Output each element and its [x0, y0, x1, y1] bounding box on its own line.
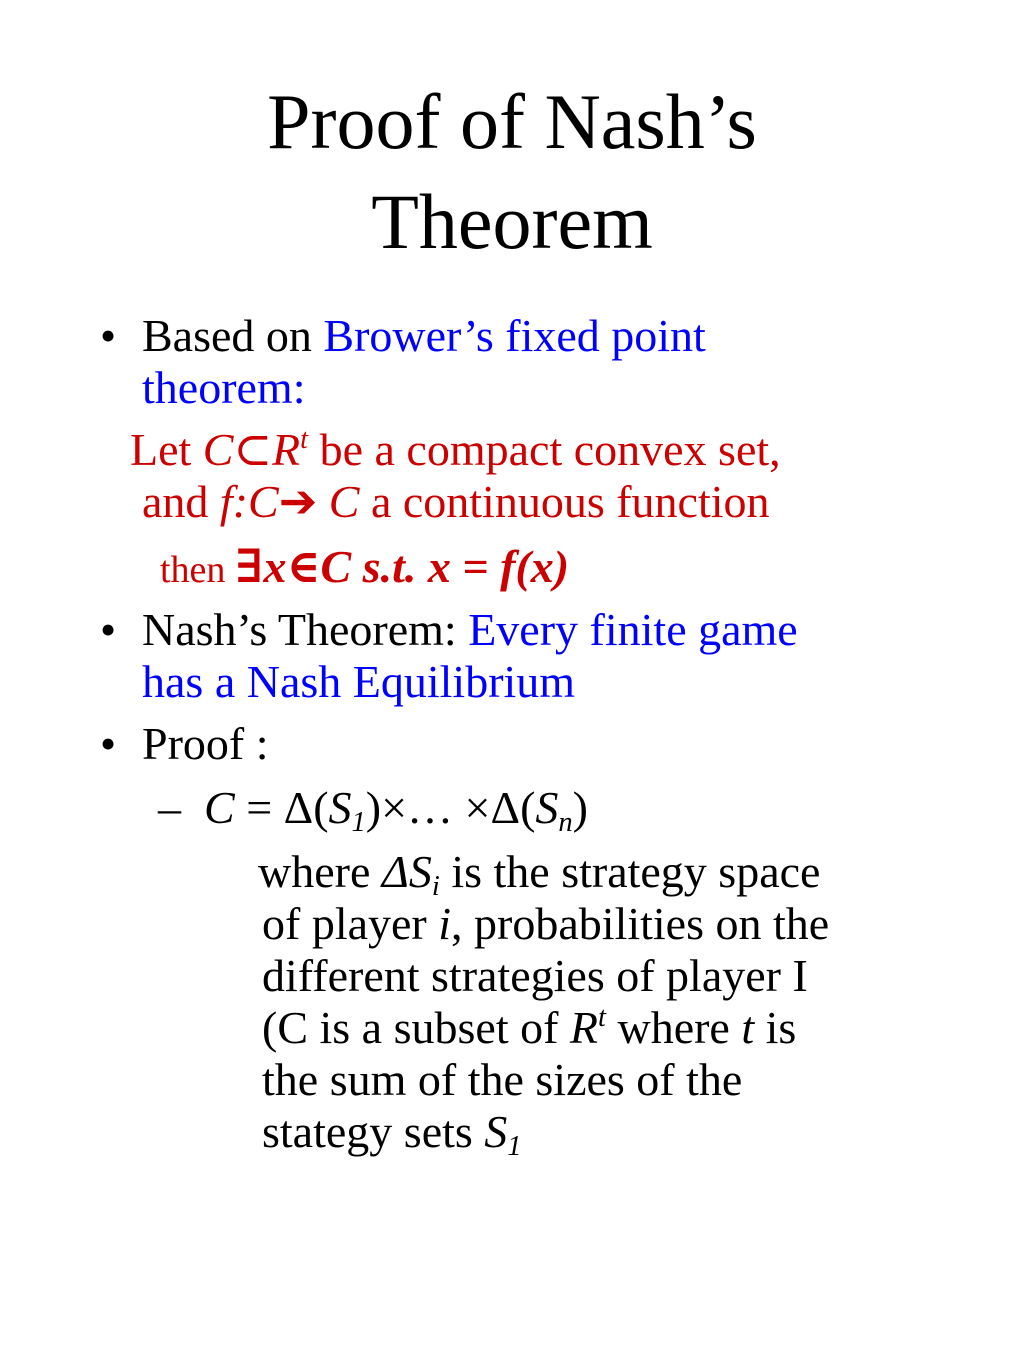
- bullet-3-text: Proof :: [142, 718, 269, 769]
- where-l4-t: t: [598, 1001, 606, 1033]
- bullet-1-line-2: theorem:: [142, 362, 306, 413]
- where-l6-sub-1: 1: [507, 1130, 522, 1162]
- where-l2-i: i: [438, 898, 452, 949]
- where-l4-c: is: [754, 1002, 797, 1053]
- formula-sub-n: n: [558, 806, 573, 838]
- brouwer-line-1: [130, 424, 781, 476]
- bullet-1-marker: •: [100, 310, 117, 361]
- where-sub-i: i: [431, 870, 440, 902]
- brouwer-line-2: [142, 476, 770, 528]
- brouwer-t: t: [300, 423, 309, 455]
- where-l4-t2: t: [741, 1002, 755, 1053]
- bullet-3-marker: •: [100, 718, 117, 769]
- formula-c: C: [204, 782, 235, 833]
- bullet-2-highlight: Every finite game: [468, 604, 798, 655]
- bullet-2-prefix: Nash’s Theorem:: [142, 604, 469, 655]
- bullet-2-line-1: [142, 604, 798, 656]
- brouwer-set-c-2: C: [317, 476, 360, 527]
- brouwer-then: then: [160, 549, 235, 591]
- where-line-1: [258, 846, 821, 902]
- brouwer-function: f:C: [219, 476, 279, 527]
- brouwer-set-c: C: [202, 424, 234, 475]
- brouwer-rest-2: a continuous function: [359, 476, 770, 527]
- where-l2-a: of player: [262, 898, 439, 949]
- where-line-4: [262, 1002, 796, 1054]
- arrow-icon: ➔: [278, 476, 318, 527]
- bullet-2-line-2: has a Nash Equilibrium: [142, 656, 576, 707]
- subset-symbol: ⊂: [233, 424, 273, 475]
- formula-close: ): [572, 782, 588, 833]
- where-l4-r: R: [569, 1002, 599, 1053]
- where-line-5: the sum of the sizes of the: [262, 1054, 743, 1105]
- where-l1-a: where: [258, 846, 382, 897]
- bullet-2-marker: •: [100, 604, 117, 655]
- brouwer-r: R: [272, 424, 301, 475]
- bullet-1-highlight: Brower’s fixed point: [323, 310, 706, 361]
- bullet-1-line-1: [142, 310, 706, 362]
- formula-sn: S: [535, 782, 559, 833]
- brouwer-and: and: [142, 476, 220, 527]
- where-l1-b: is the strategy space: [439, 846, 821, 897]
- formula-mid: )×… ×Δ(: [365, 782, 536, 833]
- sub-bullet-formula: [204, 782, 588, 838]
- where-l2-b: , probabilities on the: [451, 898, 830, 949]
- brouwer-line-3: [160, 541, 569, 596]
- brouwer-conclusion: ∃x∈C s.t. x = f(x): [234, 541, 570, 592]
- title-line-2: Theorem: [371, 178, 653, 265]
- where-line-6: [262, 1106, 522, 1162]
- formula-s1: S: [328, 782, 352, 833]
- where-l4-a: (C is a subset of: [262, 1002, 570, 1053]
- sub-bullet-marker: –: [158, 782, 181, 833]
- where-line-2: [262, 898, 829, 950]
- slide-title: [0, 72, 1024, 272]
- where-l6-a: stategy sets: [262, 1106, 485, 1157]
- where-line-3: different strategies of player I: [262, 950, 808, 1001]
- formula-sub-1: 1: [351, 806, 366, 838]
- brouwer-rest-1: be a compact convex set,: [308, 424, 781, 475]
- brouwer-let: Let: [130, 424, 203, 475]
- title-line-1: Proof of Nash’s: [267, 78, 757, 165]
- where-l6-s: S: [484, 1106, 508, 1157]
- where-delta-s: ΔS: [381, 846, 432, 897]
- where-l4-b: where: [605, 1002, 742, 1053]
- bullet-1-prefix: Based on: [142, 310, 324, 361]
- formula-eq: = Δ(: [234, 782, 329, 833]
